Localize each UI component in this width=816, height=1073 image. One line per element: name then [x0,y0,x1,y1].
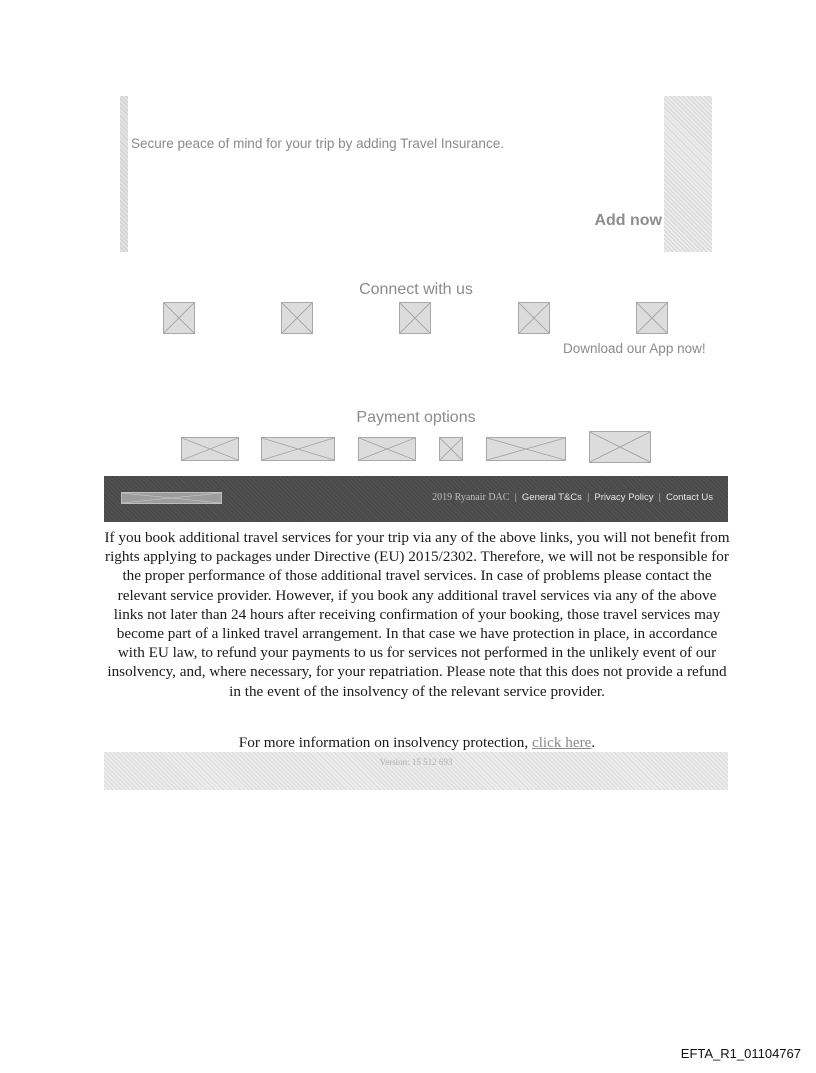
social-icon-3[interactable] [399,302,431,334]
card-left-stripe [120,96,128,252]
linked-travel-disclaimer: If you book additional travel services for your trip via any of the above links, you will not benefit from rights applying to packages under Directive (EU) 2015/2302. Therefore, we will not be responsible for the proper performance of those additional travel services. In case of problems please contact the relevant service provider. However, if you book any additional travel services via any of the above links not later than 24 hours after receiving confirmation of your booking, those travel services may become part of a linked travel arrangement. In that case we have protection in place, in accordance with EU law, to refund your payments to us for services not performed in the unlikely event of our insolvency, and, where necessary, for your repatriation. Please note that this does not provide a refund in the event of the insolvency of the relevant service provider. [104,529,730,700]
insolvency-click-here-link[interactable]: click here [531,734,592,751]
broken-image-icon [487,438,565,460]
broken-image-icon [637,303,667,333]
broken-image-icon [282,303,312,333]
payment-card-3 [358,437,416,461]
site-footer [104,476,728,522]
broken-image-icon [590,432,650,462]
payment-card-4 [439,437,463,461]
insolvency-info-text: For more information on insolvency protection, [238,734,532,751]
payment-card-6 [589,431,651,463]
broken-image-icon [400,303,430,333]
version-bar [104,752,728,790]
broken-image-icon [182,438,238,460]
version-text: Version: 15 512 693 [379,757,453,767]
broken-image-icon [519,303,549,333]
broken-image-icon [262,438,334,460]
connect-title: Connect with us [359,281,473,298]
privacy-policy-link[interactable]: Privacy Policy [594,492,654,503]
payment-title: Payment options [356,409,476,426]
social-icon-4[interactable] [518,302,550,334]
social-icon-1[interactable] [163,302,195,334]
add-insurance-button[interactable]: Add now [594,212,662,229]
payment-card-2 [261,437,335,461]
insolvency-info-period: . [591,734,596,751]
bates-number: EFTA_R1_01104767 [680,1046,801,1061]
social-icon-2[interactable] [281,302,313,334]
broken-image-icon [122,493,221,503]
contact-us-link[interactable]: Contact Us [666,492,713,503]
download-app-link[interactable]: Download our App now! [563,341,706,356]
broken-image-icon [164,303,194,333]
general-tcs-link[interactable]: General T&Cs [521,492,582,503]
card-right-stripe [664,96,712,252]
copyright-text: 2019 Ryanair DAC [432,492,510,503]
insurance-message: Secure peace of mind for your trip by adding Travel Insurance. [131,136,504,151]
payment-card-5 [486,437,566,461]
footer-separator: | [514,492,517,503]
footer-separator: | [658,492,661,503]
travel-insurance-card [120,96,712,252]
social-icon-5[interactable] [636,302,668,334]
footer-separator: | [586,492,590,503]
ryanair-logo[interactable] [121,492,222,504]
broken-image-icon [440,438,462,460]
payment-card-1 [181,437,239,461]
broken-image-icon [359,438,415,460]
footer-links [432,492,713,503]
insolvency-info [104,734,730,752]
